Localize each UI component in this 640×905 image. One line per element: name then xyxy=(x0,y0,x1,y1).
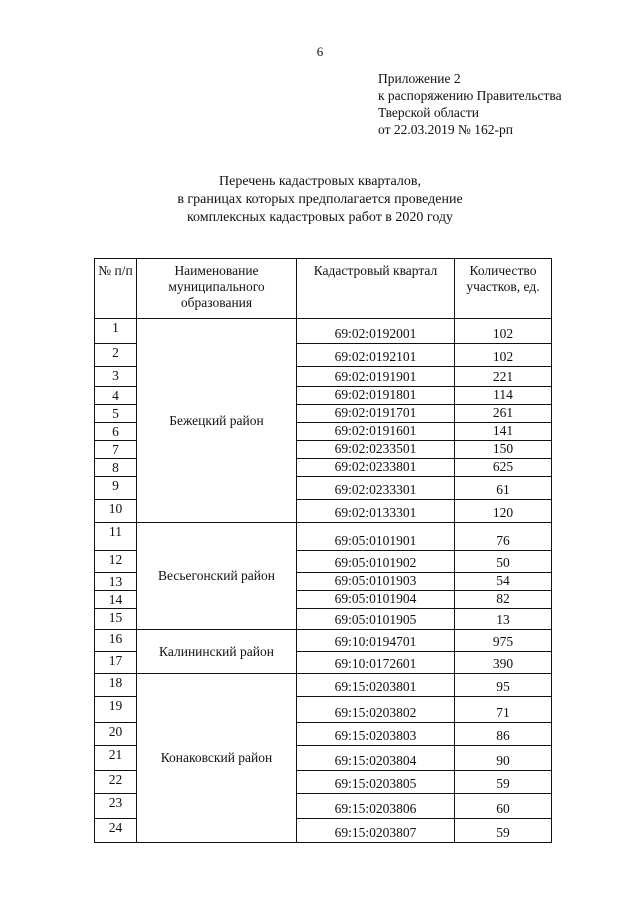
title-line: в границах которых предполагается проведение xyxy=(177,192,463,207)
plot-count: 221 xyxy=(455,367,552,387)
plot-count: 261 xyxy=(455,405,552,423)
cadastral-quarter: 69:02:0191701 xyxy=(297,405,455,423)
cadastral-quarter: 69:15:0203807 xyxy=(297,819,455,843)
district-name: Бежецкий район xyxy=(137,319,297,523)
row-number: 6 xyxy=(95,423,137,441)
row-number: 16 xyxy=(95,630,137,652)
plot-count: 61 xyxy=(455,477,552,500)
cadastral-quarter: 69:05:0101905 xyxy=(297,609,455,630)
row-number: 13 xyxy=(95,573,137,591)
cadastral-quarter: 69:15:0203802 xyxy=(297,697,455,723)
row-number: 12 xyxy=(95,551,137,573)
cadastral-quarter: 69:02:0233801 xyxy=(297,459,455,477)
row-number: 20 xyxy=(95,723,137,746)
appendix-line: от 22.03.2019 № 162-рп xyxy=(378,122,513,137)
row-number: 24 xyxy=(95,819,137,843)
plot-count: 102 xyxy=(455,319,552,344)
page-number: 6 xyxy=(316,44,324,59)
row-number: 19 xyxy=(95,697,137,723)
row-number: 18 xyxy=(95,674,137,697)
district-name: Весьегонский район xyxy=(137,523,297,630)
row-number: 10 xyxy=(95,500,137,523)
cadastral-quarter: 69:05:0101901 xyxy=(297,523,455,551)
plot-count: 71 xyxy=(455,697,552,723)
cadastral-quarter: 69:15:0203805 xyxy=(297,771,455,794)
cadastral-quarter: 69:02:0192001 xyxy=(297,319,455,344)
table-row xyxy=(95,630,552,652)
plot-count: 54 xyxy=(455,573,552,591)
cadastral-quarter: 69:15:0203804 xyxy=(297,746,455,771)
appendix-line: Тверской области xyxy=(378,105,479,120)
row-number: 11 xyxy=(95,523,137,551)
plot-count: 59 xyxy=(455,771,552,794)
cadastral-quarter: 69:02:0192101 xyxy=(297,344,455,367)
row-number: 8 xyxy=(95,459,137,477)
row-number: 17 xyxy=(95,652,137,674)
cadastral-quarter: 69:05:0101904 xyxy=(297,591,455,609)
appendix-block xyxy=(378,70,562,138)
plot-count: 625 xyxy=(455,459,552,477)
district-name: Конаковский район xyxy=(137,674,297,843)
plot-count: 90 xyxy=(455,746,552,771)
cadastral-quarter: 69:15:0203803 xyxy=(297,723,455,746)
plot-count: 13 xyxy=(455,609,552,630)
header-quarter: Кадастровый квартал xyxy=(297,259,455,319)
cadastral-quarter: 69:02:0191601 xyxy=(297,423,455,441)
row-number: 7 xyxy=(95,441,137,459)
plot-count: 141 xyxy=(455,423,552,441)
row-number: 9 xyxy=(95,477,137,500)
plot-count: 114 xyxy=(455,387,552,405)
cadastral-quarter: 69:02:0233301 xyxy=(297,477,455,500)
title-line: Перечень кадастровых кварталов, xyxy=(219,174,421,189)
plot-count: 59 xyxy=(455,819,552,843)
header-count: Количество участков, ед. xyxy=(455,259,552,319)
plot-count: 150 xyxy=(455,441,552,459)
row-number: 5 xyxy=(95,405,137,423)
title-line: комплексных кадастровых работ в 2020 году xyxy=(186,210,454,225)
cadastral-quarter: 69:02:0191901 xyxy=(297,367,455,387)
header-num: № п/п xyxy=(95,259,137,319)
table-row xyxy=(95,674,552,697)
plot-count: 86 xyxy=(455,723,552,746)
plot-count: 120 xyxy=(455,500,552,523)
cadastral-quarters-table xyxy=(94,258,552,843)
table-row xyxy=(95,523,552,551)
plot-count: 76 xyxy=(455,523,552,551)
table-header-row xyxy=(95,259,552,319)
cadastral-quarter: 69:05:0101903 xyxy=(297,573,455,591)
appendix-line: к распоряжению Правительства xyxy=(378,88,562,103)
row-number: 1 xyxy=(95,319,137,344)
cadastral-quarter: 69:10:0194701 xyxy=(297,630,455,652)
plot-count: 975 xyxy=(455,630,552,652)
district-name: Калининский район xyxy=(137,630,297,674)
plot-count: 95 xyxy=(455,674,552,697)
plot-count: 82 xyxy=(455,591,552,609)
cadastral-quarter: 69:15:0203801 xyxy=(297,674,455,697)
row-number: 2 xyxy=(95,344,137,367)
appendix-line: Приложение 2 xyxy=(378,71,461,86)
row-number: 23 xyxy=(95,794,137,819)
row-number: 14 xyxy=(95,591,137,609)
row-number: 21 xyxy=(95,746,137,771)
document-title xyxy=(0,173,640,227)
table-body xyxy=(95,319,552,843)
table-row xyxy=(95,319,552,344)
row-number: 22 xyxy=(95,771,137,794)
cadastral-quarter: 69:15:0203806 xyxy=(297,794,455,819)
row-number: 15 xyxy=(95,609,137,630)
header-name: Наименование муниципального образования xyxy=(137,259,297,319)
plot-count: 50 xyxy=(455,551,552,573)
cadastral-quarter: 69:10:0172601 xyxy=(297,652,455,674)
cadastral-quarter: 69:02:0233501 xyxy=(297,441,455,459)
row-number: 4 xyxy=(95,387,137,405)
plot-count: 390 xyxy=(455,652,552,674)
row-number: 3 xyxy=(95,367,137,387)
plot-count: 60 xyxy=(455,794,552,819)
plot-count: 102 xyxy=(455,344,552,367)
cadastral-quarter: 69:02:0191801 xyxy=(297,387,455,405)
cadastral-quarter: 69:02:0133301 xyxy=(297,500,455,523)
cadastral-quarter: 69:05:0101902 xyxy=(297,551,455,573)
